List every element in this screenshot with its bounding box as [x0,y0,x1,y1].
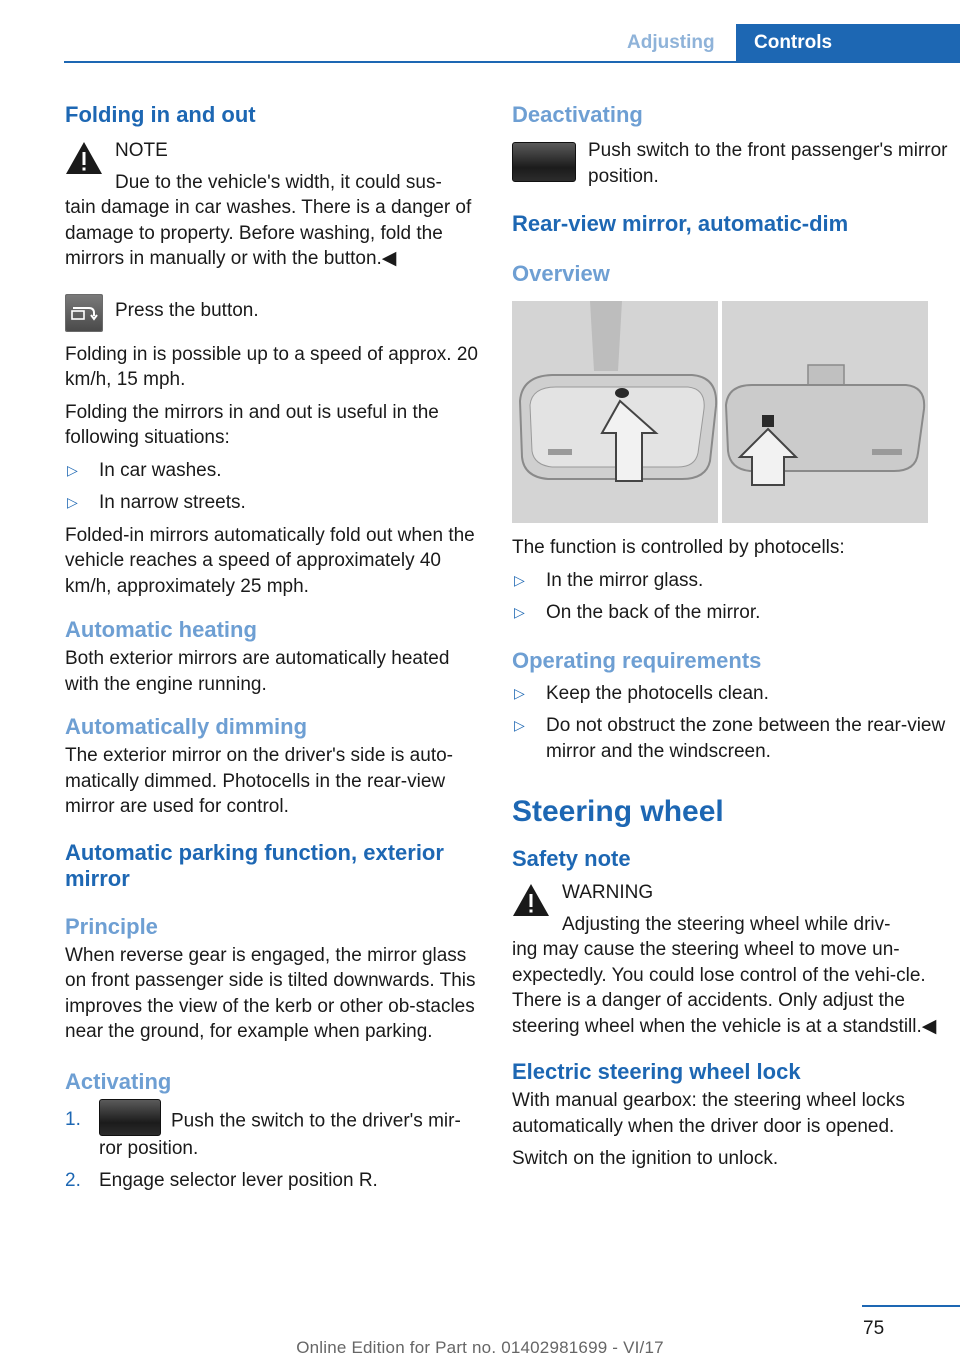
folding-useful-text: Folding the mirrors in and out is useful in the following situations: [65,401,439,448]
list-item: ▷ Keep the photocells clean. [512,681,956,707]
section-title-parking: Automatic parking function, exterior mirror [65,839,444,891]
header-tab-controls: Controls [736,24,960,62]
list-item: ▷ In car washes. [65,458,483,484]
section-title-overview: Overview [512,261,610,286]
lock-text: With manual gearbox: the steering wheel locks automatically when the driver door is opened. [512,1090,905,1137]
bullet-triangle-icon: ▷ [514,684,525,701]
warning-block [512,880,956,937]
bullet-triangle-icon: ▷ [514,571,525,588]
list-item: ▷ On the back of the mirror. [512,600,956,626]
chapter-title-steering-wheel: Steering wheel [512,795,724,828]
header-tab-adjusting: Adjusting [627,32,715,53]
folding-speed-text: Folding in is possible up to a speed of approx. 20 km/h, 15 mph. [65,343,478,390]
section-title-operating: Operating requirements [512,647,762,673]
page-number: 75 [863,1318,885,1339]
folded-auto-text: Folded-in mirrors automatically fold out when the vehicle reaches a speed of approximately 40 km/h, approximately 25 mph. [65,524,475,597]
list-item: ▷ In narrow streets. [65,490,483,516]
dimming-text: The exterior mirror on the driver's side is auto-matically dimmed. Photocells in the rear-view mirror are used for control. [65,745,453,817]
deactivating-text: Push switch to the front passenger's mirror position. [588,140,948,187]
press-button-block [65,292,483,332]
section-title-lock: Electric steering wheel lock [512,1059,801,1084]
section-title-folding: Folding in and out [65,102,256,127]
list-item: ▷ In the mirror glass. [512,568,956,594]
mirror-back-image [722,301,928,523]
list-item: 1. Push the switch to the driver's mir-ror position. [65,1107,483,1162]
note-label: NOTE [115,140,168,161]
heating-text: Both exterior mirrors are automatically heated with the engine running. [65,648,450,695]
note-text-first-line: Due to the vehicle's width, it could sus- [115,171,442,193]
bullet-triangle-icon: ▷ [67,494,78,510]
bullet-triangle-icon: ▷ [514,717,525,733]
warning-triangle-icon [65,140,103,176]
left-column [65,102,483,1194]
photocells-list [512,568,956,626]
page-number-rule [862,1305,960,1307]
mirror-switch-icon [512,142,576,182]
bullet-triangle-icon: ▷ [67,461,78,478]
press-button-text: Press the button. [115,299,259,321]
list-item: ▷ Do not obstruct the zone between the rear-view mirror and the windscreen. [514,715,946,762]
note-block [65,138,483,195]
unlock-text: Switch on the ignition to unlock. [512,1148,779,1169]
photocells-intro: The function is controlled by photocells: [512,537,845,558]
mirror-front-image [512,301,718,523]
section-title-safety: Safety note [512,846,631,871]
online-edition-footer: Online Edition for Part no. 01402981699 - VI/17 [296,1338,664,1357]
warning-label: WARNING [562,882,654,903]
mirror-fold-button-icon [65,294,103,340]
warning-text: ing may cause the steering wheel to move un-expectedly. You could lose control of the vehi-cle. There is a danger of accidents. Only adjust the steering wheel when the vehicle is at a standstill.◀ [512,939,937,1037]
principle-text: When reverse gear is engaged, the mirror glass on front passenger side is tilted downwards. This improves the view of the kerb or other ob-stacles near the ground, for example when parking. [65,944,476,1042]
section-title-principle: Principle [65,913,158,939]
section-title-dimming: Automatically dimming [65,714,308,739]
section-title-rearview: Rear-view mirror, automatic-dim [512,211,849,236]
section-title-deactivating: Deactivating [512,102,643,127]
section-title-heating: Automatic heating [65,617,257,642]
mirror-switch-icon [99,1099,161,1136]
rearview-mirror-figure [512,301,928,523]
header-rule [64,61,960,63]
list-item: 2. Engage selector lever position R. [65,1170,378,1191]
warning-triangle-icon [512,882,550,918]
activating-steps [65,1107,483,1194]
section-title-activating: Activating [65,1068,172,1094]
deactivating-block [512,138,956,189]
situations-list [65,458,483,516]
bullet-triangle-icon: ▷ [514,604,525,620]
note-text: tain damage in car washes. There is a danger of damage to property. Before washing, fold the mirrors in manually or with the button.◀ [65,197,472,269]
warning-text-first-line: Adjusting the steering wheel while driv- [562,913,891,935]
right-column [512,102,956,1172]
operating-list [512,681,956,765]
